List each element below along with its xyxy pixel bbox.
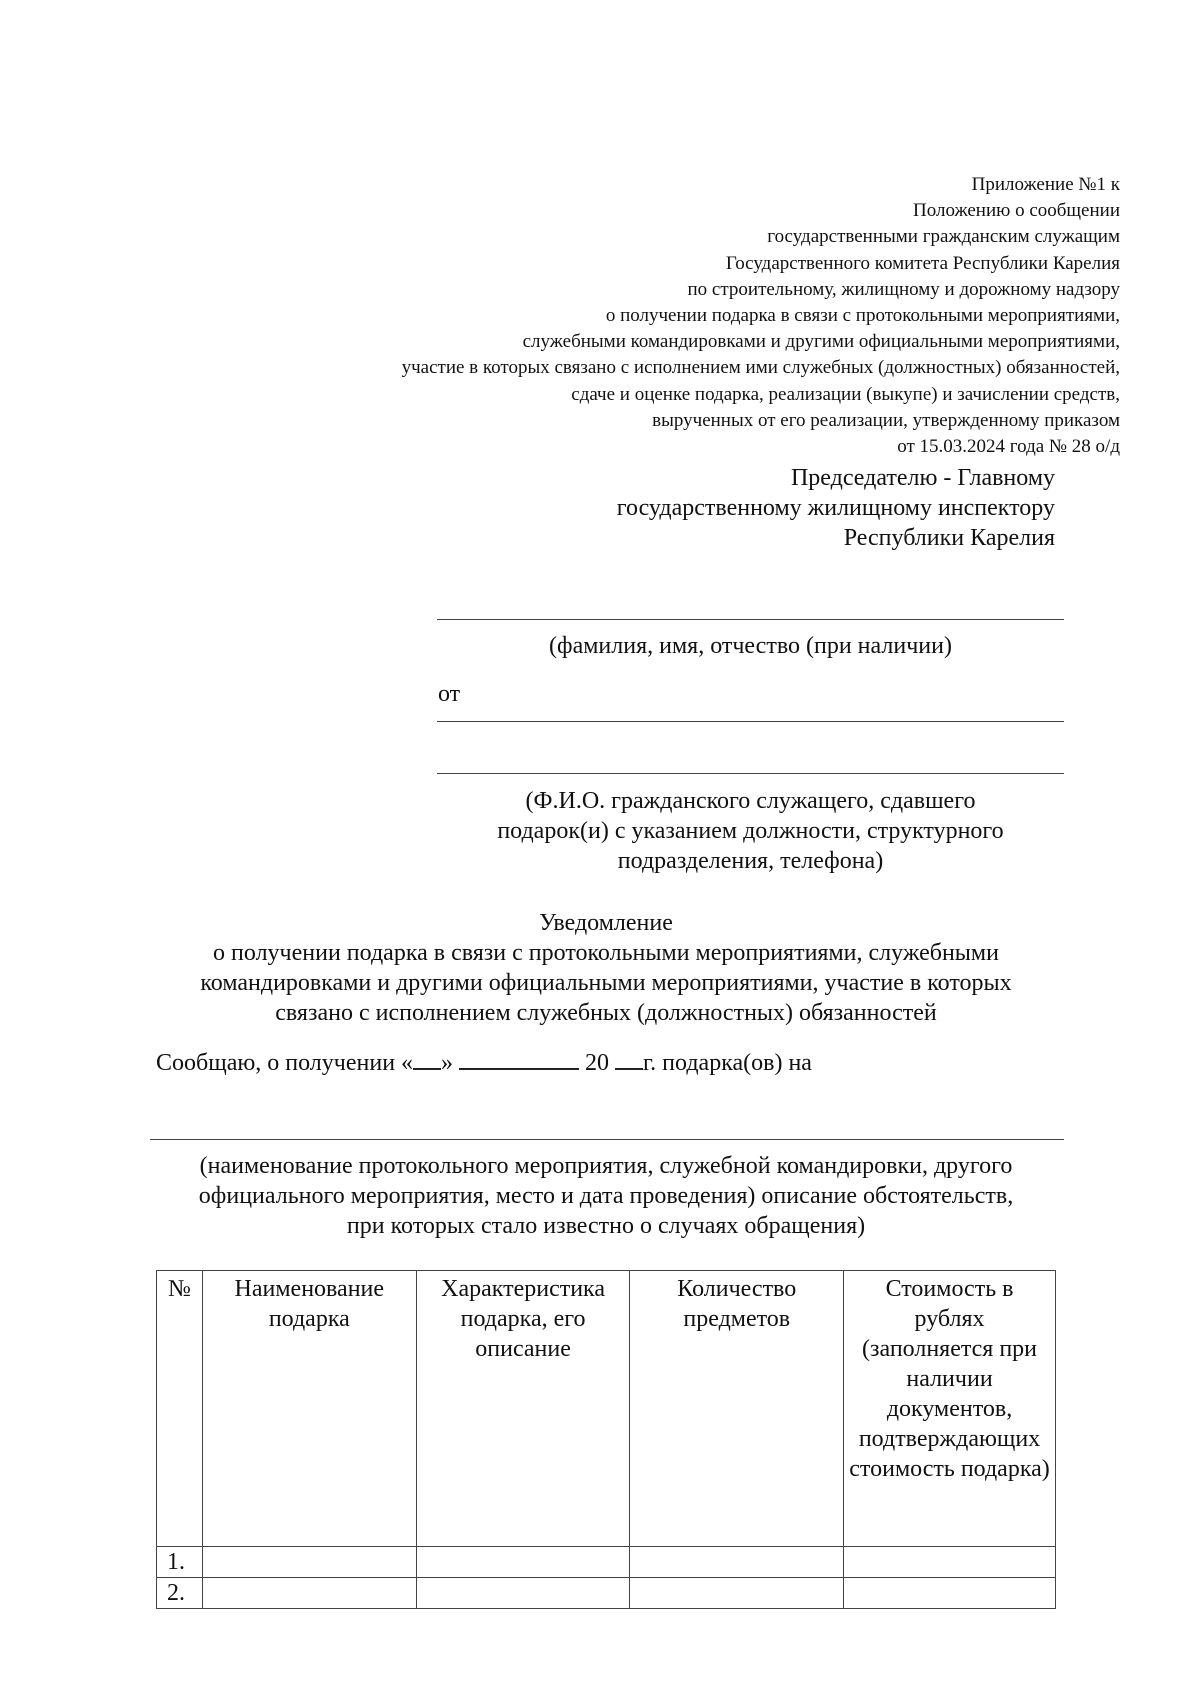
addressee-line: государственному жилищному инспектору <box>616 495 1055 521</box>
table-header-row <box>157 1271 1056 1547</box>
notice-title: Уведомление <box>539 910 673 936</box>
recipient-name-line[interactable] <box>437 619 1064 620</box>
appendix-header <box>240 172 1120 460</box>
header-gift-name: Наименование подарка <box>202 1271 416 1547</box>
appendix-line: государственными гражданским служащим <box>767 226 1120 248</box>
statement-line <box>156 1046 812 1078</box>
appendix-line: Приложение №1 к <box>971 174 1120 195</box>
event-description-line[interactable] <box>150 1139 1064 1140</box>
sender-line-2[interactable] <box>437 773 1064 774</box>
event-caption-line: официального мероприятия, место и дата проведения) описание обстоятельств, <box>198 1183 1014 1209</box>
statement-quote-close: » <box>441 1050 454 1076</box>
sender-caption-line: подразделения, телефона) <box>617 848 884 874</box>
appendix-line: вырученных от его реализации, утвержденному приказом <box>652 409 1120 431</box>
appendix-line: сдаче и оценке подарка, реализации (выкупе) и зачислении средств, <box>571 383 1120 405</box>
statement-suffix: г. подарка(ов) на <box>643 1050 812 1076</box>
appendix-line: о получении подарка в связи с протокольными мероприятиями, <box>605 305 1120 327</box>
event-caption-line: при которых стало известно о случаях обращения) <box>346 1213 866 1239</box>
statement-year-prefix: 20 <box>585 1050 610 1076</box>
header-cost: Стоимость в рублях (заполняется при наличии документов, подтверждающих стоимость подарка) <box>844 1271 1056 1547</box>
sender-caption-line: подарок(и) с указанием должности, структурного <box>497 818 1004 844</box>
header-gift-description: Характеристика подарка, его описание <box>416 1271 630 1547</box>
sender-line-1[interactable] <box>437 721 1064 722</box>
table-cell[interactable] <box>844 1578 1056 1609</box>
table-cell-number: 2. <box>157 1578 203 1609</box>
recipient-caption <box>437 631 1064 661</box>
header-quantity: Количество предметов <box>630 1271 844 1547</box>
appendix-line: по строительному, жилищному и дорожному надзору <box>687 278 1120 300</box>
appendix-line: Положению о сообщении <box>913 200 1120 222</box>
table-cell[interactable] <box>202 1547 416 1578</box>
table-cell[interactable] <box>630 1547 844 1578</box>
table-cell[interactable] <box>202 1578 416 1609</box>
appendix-line: служебными командировками и другими официальными мероприятиями, <box>522 331 1120 353</box>
table-row <box>157 1578 1056 1609</box>
year-blank[interactable] <box>615 1046 643 1070</box>
appendix-line: от 15.03.2024 года № 28 о/д <box>897 436 1120 458</box>
gift-table <box>156 1270 1056 1609</box>
addressee-line: Председателю - Главному <box>790 465 1055 491</box>
notice-heading <box>150 908 1062 1028</box>
table-row <box>157 1547 1056 1578</box>
notice-line: командировками и другими официальными мероприятиями, участие в которых <box>200 970 1012 996</box>
statement-prefix: Сообщаю, о получении « <box>156 1050 414 1076</box>
table-cell-number: 1. <box>157 1547 203 1578</box>
recipient-caption-text: (фамилия, имя, отчество (при наличии) <box>549 633 952 659</box>
table-cell[interactable] <box>844 1547 1056 1578</box>
day-blank[interactable] <box>413 1046 441 1070</box>
notice-line: о получении подарка в связи с протокольными мероприятиями, служебными <box>213 940 999 966</box>
sender-caption <box>437 786 1064 876</box>
table-cell[interactable] <box>416 1578 630 1609</box>
header-number: № <box>157 1271 203 1547</box>
notice-line: связано с исполнением служебных (должностных) обязанностей <box>275 1000 937 1026</box>
table-cell[interactable] <box>416 1547 630 1578</box>
addressee-line: Республики Карелия <box>843 525 1055 551</box>
appendix-line: Государственного комитета Республики Карелия <box>725 252 1120 274</box>
month-blank[interactable] <box>459 1046 579 1070</box>
event-caption <box>150 1151 1062 1241</box>
sender-caption-line: (Ф.И.О. гражданского служащего, сдавшего <box>525 788 976 814</box>
addressee-block <box>500 463 1055 553</box>
appendix-line: участие в которых связано с исполнением ими служебных (должностных) обязанностей, <box>401 357 1120 379</box>
event-caption-line: (наименование протокольного мероприятия, служебной командировки, другого <box>199 1153 1013 1179</box>
from-label: от <box>438 681 461 707</box>
table-cell[interactable] <box>630 1578 844 1609</box>
